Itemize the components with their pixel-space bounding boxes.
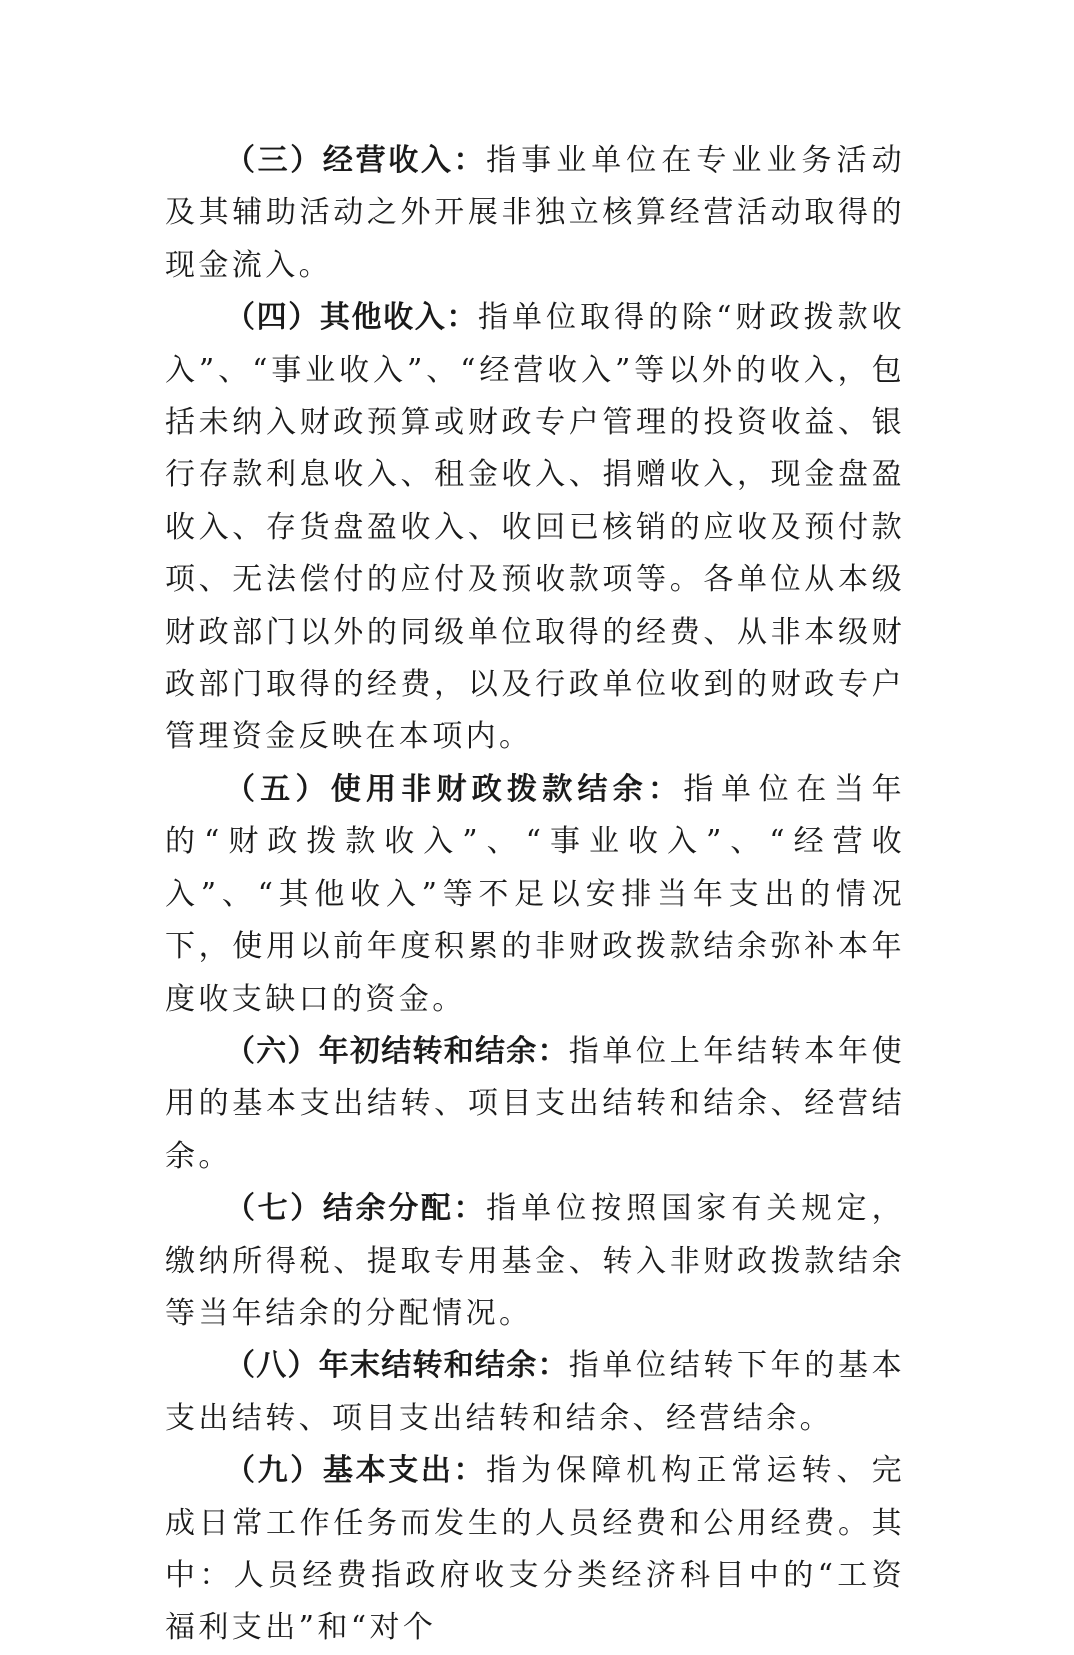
paragraph-opening-balance — [165, 1026, 905, 1183]
paragraph-text: 指单位按照国家有关规定，缴纳所得税、提取专用基金、转入非财政拨款结余等当年结余的分配情况。 — [165, 1191, 905, 1331]
paragraph-text: 指为保障机构正常运转、完成日常工作任务而发生的人员经费和公用经费。其中：人员经费指政府收支分类经济科目中的“工资福利支出”和“对个 — [165, 1453, 905, 1646]
paragraph-text: 指单位取得的除“财政拨款收入”、“事业收入”、“经营收入”等以外的收入，包括未纳入财政预算或财政专户管理的投资收益、银行存款利息收入、租金收入、捐赠收入，现金盘盈收入、存货盘盈收入、收回已核销的应收及预付款项、无法偿付的应付及预收款项等。各单位从本级财政部门以外的同级单位取得的经费、从非本级财政部门取得的经费，以及行政单位收到的财政专户管理资金反映在本项内。 — [165, 300, 905, 755]
paragraph-heading: （五）使用非财政拨款结余： — [225, 771, 684, 807]
paragraph-text: 指事业单位在专业业务活动及其辅助活动之外开展非独立核算经营活动取得的现金流入。 — [165, 143, 905, 283]
paragraph-non-fiscal-surplus — [165, 764, 905, 1026]
paragraph-heading: （七）结余分配： — [225, 1191, 487, 1227]
paragraph-text: 指单位上年结转本年使用的基本支出结转、项目支出结转和结余、经营结余。 — [165, 1033, 905, 1174]
paragraph-heading: （九）基本支出： — [225, 1453, 487, 1489]
paragraph-other-income — [165, 292, 905, 764]
paragraph-text: 指单位结转下年的基本支出结转、项目支出结转和结余、经营结余。 — [165, 1348, 905, 1436]
paragraph-heading: （四）其他收入： — [225, 300, 478, 336]
paragraph-basic-expenditure — [165, 1445, 905, 1655]
paragraph-closing-balance — [165, 1340, 905, 1445]
paragraph-heading: （八）年末结转和结余： — [225, 1348, 569, 1384]
paragraph-operating-income — [165, 135, 905, 292]
paragraph-surplus-distribution — [165, 1183, 905, 1340]
paragraph-text: 指单位在当年的“财政拨款收入”、“事业收入”、“经营收入”、“其他收入”等不足以安排当年支出的情况下，使用以前年度积累的非财政拨款结余弥补本年度收支缺口的资金。 — [165, 771, 906, 1017]
paragraph-heading: （三）经营收入： — [225, 143, 487, 178]
document-body — [165, 135, 905, 1655]
paragraph-heading: （六）年初结转和结余： — [225, 1033, 569, 1069]
